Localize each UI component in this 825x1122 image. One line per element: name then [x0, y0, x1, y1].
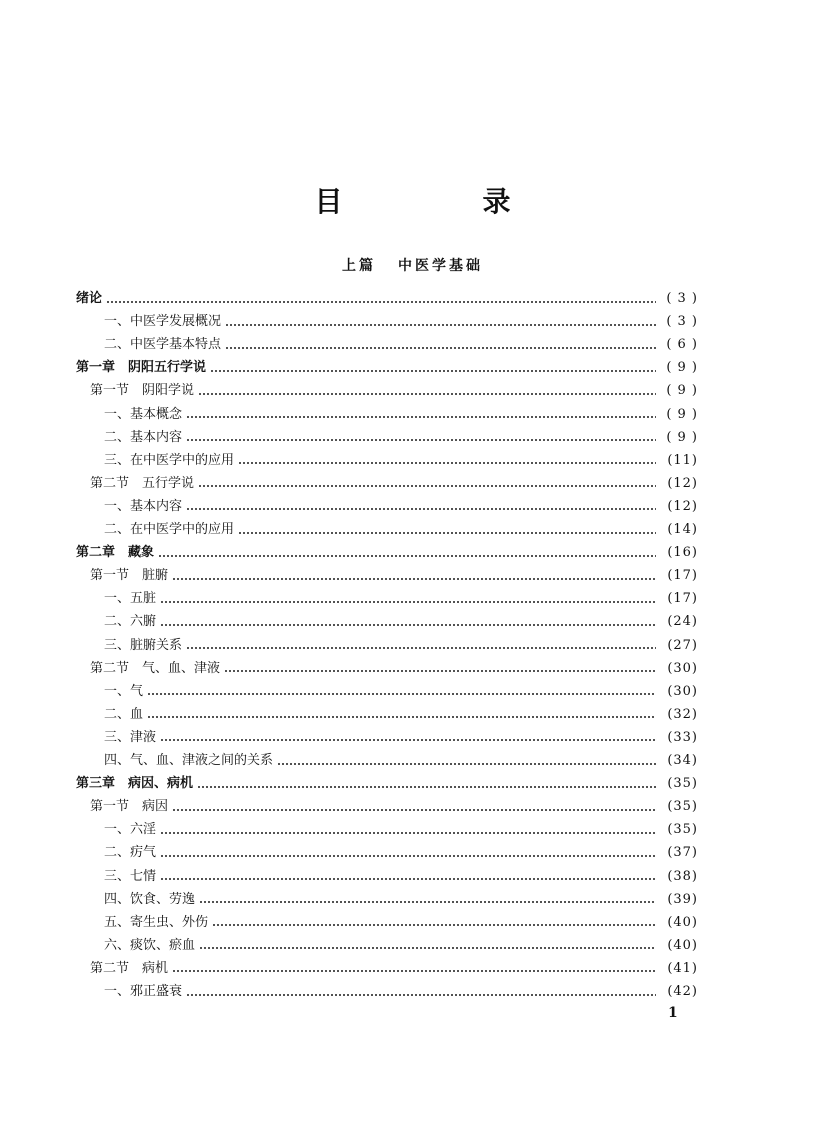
dot-leader [147, 693, 656, 695]
toc-entry[interactable] [104, 403, 698, 426]
toc-entry-label: 二、基本内容 [104, 429, 183, 445]
toc-entry-page: (17) [667, 568, 698, 584]
toc-entry[interactable] [104, 426, 698, 449]
toc-entry-page: (30) [667, 660, 698, 676]
toc-entry[interactable] [76, 772, 698, 795]
dot-leader [158, 555, 656, 557]
toc-entry-page: (12) [667, 498, 698, 514]
dot-leader [160, 855, 656, 857]
dot-leader [160, 601, 656, 603]
toc-entry[interactable] [104, 749, 698, 772]
dot-leader [160, 739, 656, 741]
toc-entry-label: 绪论 [76, 291, 103, 306]
toc-entry[interactable] [104, 818, 698, 841]
toc-entry-page: (24) [667, 614, 698, 630]
toc-entry-label: 第二节 气、血、津液 [90, 660, 221, 676]
dot-leader [186, 647, 656, 649]
dot-leader [160, 878, 656, 880]
toc-entry-label: 四、饮食、劳逸 [104, 891, 196, 907]
toc-entry[interactable] [90, 657, 698, 680]
dot-leader [197, 786, 656, 788]
toc-entry[interactable] [104, 980, 698, 1003]
toc-entry-label: 六、痰饮、瘀血 [104, 937, 196, 953]
toc-entry[interactable] [90, 472, 698, 495]
toc-entry-page: ( 9 ) [666, 429, 698, 445]
toc-entry-label: 三、津液 [104, 729, 157, 745]
toc-entry[interactable] [104, 726, 698, 749]
toc-entry-label: 二、疠气 [104, 845, 157, 861]
page-title: 目 录 [314, 185, 567, 218]
toc-entry-label: 一、气 [104, 683, 144, 699]
toc-entry-label: 一、邪正盛衰 [104, 984, 183, 999]
part-prefix: 上篇 [342, 258, 376, 274]
dot-leader [212, 924, 656, 926]
page-number: 1 [668, 1005, 678, 1021]
part-name: 中医学基础 [398, 258, 483, 274]
dot-leader [198, 393, 656, 395]
part-heading [0, 255, 825, 275]
dot-leader [199, 947, 656, 949]
toc-entry-page: (27) [667, 637, 698, 653]
toc-entry-label: 第一章 阴阳五行学说 [76, 360, 207, 376]
toc-entry[interactable] [90, 795, 698, 818]
dot-leader [277, 763, 656, 765]
toc-entry[interactable] [104, 865, 698, 888]
toc-entry-label: 第一节 阴阳学说 [90, 383, 195, 399]
dot-leader [186, 508, 656, 510]
toc-entry-page: (42) [667, 984, 698, 999]
toc-entry-page: (32) [667, 706, 698, 722]
toc-entry[interactable] [104, 518, 698, 541]
dot-leader [186, 416, 656, 418]
toc-entry-page: (16) [667, 545, 698, 561]
toc-entry-page: (33) [667, 729, 698, 745]
toc-entry-page: (38) [667, 868, 698, 884]
toc-entry-label: 第三章 病因、病机 [76, 776, 194, 792]
toc-entry[interactable] [104, 495, 698, 518]
toc-entry[interactable] [104, 911, 698, 934]
toc-entry-page: (30) [667, 683, 698, 699]
toc-entry-label: 二、血 [104, 706, 144, 722]
dot-leader [147, 716, 656, 718]
dot-leader [199, 901, 656, 903]
toc-entry-label: 二、六腑 [104, 614, 157, 630]
toc-entry-label: 一、基本概念 [104, 406, 183, 422]
toc-entry-label: 一、基本内容 [104, 498, 183, 514]
toc-entry[interactable] [104, 841, 698, 864]
toc-entry-page: (34) [667, 753, 698, 768]
toc-entry-page: ( 3 ) [666, 314, 698, 330]
toc-entry-label: 一、五脏 [104, 591, 157, 607]
toc-entry-page: (35) [667, 776, 698, 792]
toc-entry-page: ( 6 ) [666, 337, 698, 353]
toc-entry-label: 第二章 藏象 [76, 545, 155, 561]
toc-entry-label: 三、七情 [104, 868, 157, 884]
dot-leader [210, 370, 656, 372]
toc-entry-page: (39) [667, 891, 698, 907]
dot-leader [224, 670, 656, 672]
toc-entry[interactable] [90, 564, 698, 587]
toc-entry-label: 三、脏腑关系 [104, 637, 183, 653]
toc-entry-page: (37) [667, 845, 698, 861]
toc-entry[interactable] [104, 703, 698, 726]
dot-leader [238, 462, 656, 464]
dot-leader [106, 301, 656, 303]
toc-entry[interactable] [76, 287, 698, 310]
dot-leader [172, 809, 656, 811]
toc-entry-label: 一、六淫 [104, 822, 157, 838]
toc-entry[interactable] [104, 934, 698, 957]
dot-leader [225, 324, 656, 326]
dot-leader [172, 970, 656, 972]
toc-entry-label: 三、在中医学中的应用 [104, 452, 235, 468]
toc-entry[interactable] [90, 379, 698, 402]
toc-entry-label: 第一节 病因 [90, 799, 169, 815]
toc-entry-label: 五、寄生虫、外伤 [104, 914, 209, 930]
dot-leader [172, 578, 656, 580]
toc-entry-page: (35) [667, 822, 698, 838]
dot-leader [198, 485, 656, 487]
toc-entry[interactable] [104, 680, 698, 703]
toc-entry[interactable] [104, 449, 698, 472]
toc-entry-page: (40) [667, 937, 698, 953]
toc-entry[interactable] [90, 957, 698, 980]
toc-entry-label: 第二节 病机 [90, 960, 169, 976]
toc-entry-page: ( 3 ) [666, 291, 698, 306]
toc-entry-label: 一、中医学发展概况 [104, 314, 222, 330]
toc-entry-page: ( 9 ) [666, 383, 698, 399]
toc-entry-label: 第一节 脏腑 [90, 568, 169, 584]
toc-entry-label: 第二节 五行学说 [90, 475, 195, 491]
toc-entry[interactable] [104, 310, 698, 333]
toc-entry-page: ( 9 ) [666, 406, 698, 422]
toc-entry-page: (17) [667, 591, 698, 607]
dot-leader [160, 624, 656, 626]
dot-leader [186, 994, 656, 996]
toc-entry-page: (40) [667, 914, 698, 930]
toc-entry-label: 二、中医学基本特点 [104, 337, 222, 353]
dot-leader [238, 532, 656, 534]
toc-entry-page: (35) [667, 799, 698, 815]
toc-entry[interactable] [104, 587, 698, 610]
dot-leader [225, 347, 656, 349]
dot-leader [186, 439, 656, 441]
dot-leader [160, 832, 656, 834]
toc-entry[interactable] [104, 610, 698, 633]
toc-entry[interactable] [76, 541, 698, 564]
toc-entry-page: (41) [667, 960, 698, 976]
toc-entry[interactable] [104, 333, 698, 356]
toc-entry[interactable] [76, 356, 698, 379]
toc-entry-label: 二、在中医学中的应用 [104, 522, 235, 537]
toc-entry[interactable] [104, 634, 698, 657]
toc-entry-page: (12) [667, 475, 698, 491]
toc-entry[interactable] [104, 888, 698, 911]
toc-entry-page: (11) [667, 452, 698, 468]
toc-entry-page: ( 9 ) [666, 360, 698, 376]
toc-entry-page: (14) [667, 522, 698, 537]
toc-entry-label: 四、气、血、津液之间的关系 [104, 753, 274, 768]
